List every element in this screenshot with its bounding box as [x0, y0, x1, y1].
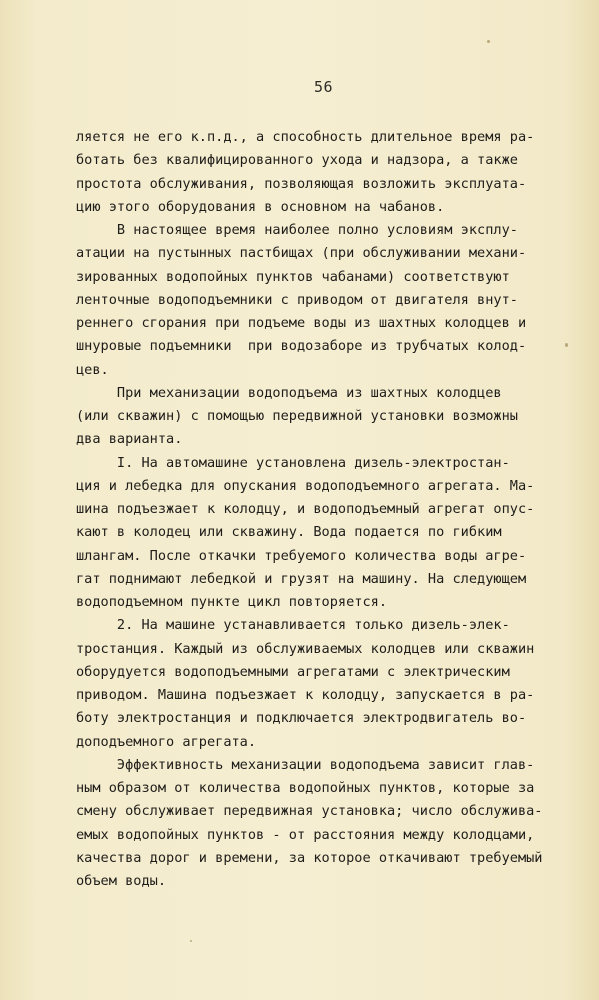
paragraph-5 [76, 614, 576, 754]
text-line: цию этого оборудования в основном на чабанов. [76, 198, 445, 215]
paper-speck [487, 40, 490, 43]
text-line: простота обслуживания, позволяющая возложить эксплуата- [76, 175, 527, 192]
body-text [76, 126, 576, 893]
paper-speck [190, 940, 192, 942]
text-line: два варианта. [76, 431, 183, 448]
text-line: шнуровые подъемники при водозаборе из трубчатых колод- [76, 338, 527, 355]
text-line: кают в колодец или скважину. Вода подается по гибким [76, 524, 502, 541]
paragraph-3 [76, 382, 576, 452]
text-line: гат поднимают лебедкой и грузят на машину. На следующем [76, 570, 527, 587]
paper-speck [565, 343, 568, 347]
text-line: оборудуется водоподъемными агрегатами с электрическим [76, 663, 510, 680]
text-line: приводом. Машина подъезжает к колодцу, запускается в ра- [76, 687, 535, 703]
text-line: ляется не его к.п.д., а способность длительное время ра- [76, 129, 535, 145]
text-line: зированных водопойных пунктов чабанами) соответствуют [76, 268, 510, 285]
text-line: I. На автомашине установлена дизель-электростан- [76, 454, 510, 471]
paragraph-4 [76, 452, 576, 615]
text-line: боту электростанция и подключается электродвигатель во- [76, 710, 527, 727]
text-line: ботать без квалифицированного ухода и надзора, а также [76, 152, 518, 169]
page-number: 56 [314, 78, 334, 96]
text-line: (или скважин) с помощью передвижной установки возможны [76, 408, 518, 424]
text-line: При механизации водоподъема из шахтных колодцев [76, 384, 502, 401]
text-line: цев. [76, 361, 109, 378]
text-line: тростанция. Каждый из обслуживаемых колодцев или скважин [76, 640, 535, 657]
text-line: атации на пустынных пастбищах (при обслуживании механи- [76, 245, 527, 262]
text-line: ленточные водоподъемники с приводом от двигателя внут- [76, 291, 518, 308]
text-line: шлангам. После откачки требуемого количества воды агре- [76, 547, 527, 564]
text-line: смену обслуживает передвижная установка; число обслужива- [76, 803, 543, 820]
paragraph-1 [76, 126, 576, 219]
text-line: водоподъемном пункте цикл повторяется. [76, 594, 387, 610]
paragraph-6 [76, 754, 576, 894]
text-line: реннего сгорания при подъеме воды из шахтных колодцев и [76, 315, 527, 331]
text-line: ция и лебедка для опускания водоподъемного агрегата. Ма- [76, 477, 535, 494]
paragraph-2 [76, 219, 576, 382]
text-line: ным образом от количества водопойных пунктов, которые за [76, 780, 535, 796]
text-line: шина подъезжает к колодцу, и водоподъемный агрегат опус- [76, 501, 535, 517]
text-line: В настоящее время наиболее полно условиям эксплу- [76, 222, 518, 238]
text-line: емых водопойных пунктов - от расстояния между колодцами, [76, 826, 535, 843]
text-line: доподъемного агрегата. [76, 733, 257, 750]
text-line: качества дорог и времени, за которое откачивают требуемый [76, 849, 543, 866]
text-line: 2. На машине устанавливается только дизель-элек- [76, 617, 510, 634]
text-line: Эффективность механизации водоподъема зависит глав- [76, 756, 535, 773]
text-line: объем воды. [76, 873, 167, 889]
